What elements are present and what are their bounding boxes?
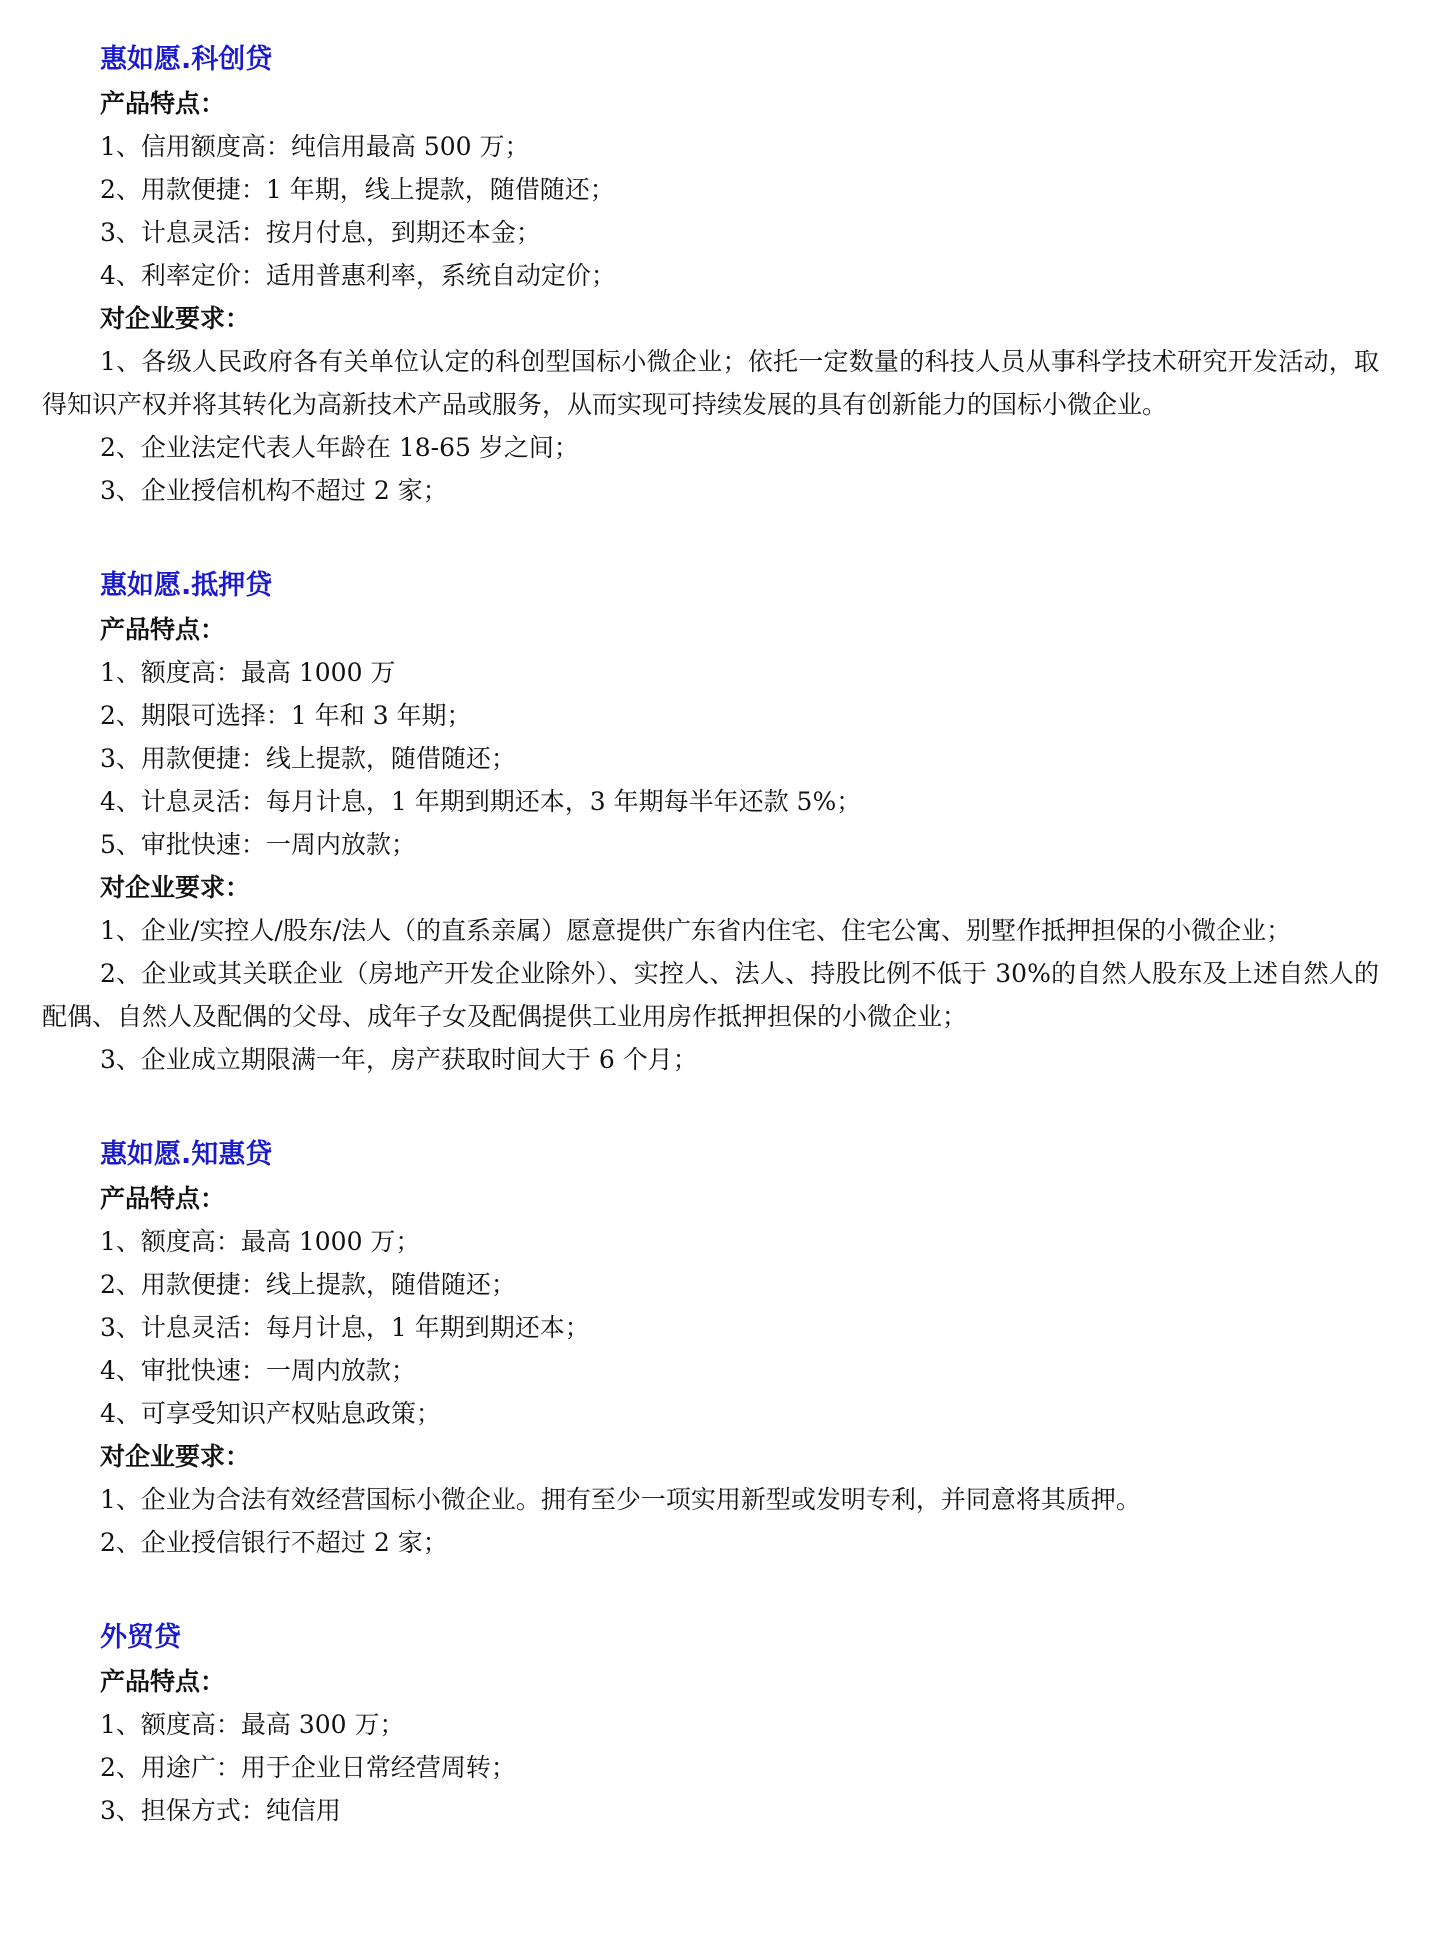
requirement-item: 1、企业/实控人/股东/法人（的直系亲属）愿意提供广东省内住宅、住宅公寓、别墅作抵押担保的小微企业； — [100, 916, 1292, 945]
requirement-item: 2、企业授信银行不超过 2 家； — [100, 1528, 448, 1557]
product-title: 惠如愿.科创贷 — [100, 44, 273, 75]
product-section — [42, 1133, 1379, 1564]
feature-item: 3、担保方式：纯信用 — [100, 1796, 341, 1825]
feature-item: 2、用途广：用于企业日常经营周转； — [100, 1753, 516, 1782]
feature-item: 2、期限可选择：1 年和 3 年期； — [100, 701, 472, 730]
feature-item: 3、计息灵活：按月付息，到期还本金； — [100, 218, 541, 247]
features-heading: 产品特点： — [100, 89, 226, 118]
requirement-item: 1、企业为合法有效经营国标小微企业。拥有至少一项实用新型或发明专利，并同意将其质押。 — [100, 1485, 1141, 1514]
product-section — [42, 1616, 1379, 1832]
feature-item: 2、用款便捷：1 年期，线上提款，随借随还； — [100, 175, 615, 204]
feature-item: 4、可享受知识产权贴息政策； — [100, 1399, 441, 1428]
product-section — [42, 564, 1379, 1081]
features-heading: 产品特点： — [100, 1184, 226, 1213]
feature-item: 1、信用额度高：纯信用最高 500 万； — [100, 132, 530, 161]
feature-item: 4、计息灵活：每月计息，1 年期到期还本，3 年期每半年还款 5%； — [100, 787, 862, 816]
feature-item: 1、额度高：最高 1000 万； — [100, 1227, 421, 1256]
requirements-heading: 对企业要求： — [100, 873, 251, 902]
requirement-item: 1、各级人民政府各有关单位认定的科创型国标小微企业；依托一定数量的科技人员从事科学技术研究开发活动，取得知识产权并将其转化为高新技术产品或服务，从而实现可持续发展的具有创新能力的国标小微企业。 — [42, 347, 1379, 419]
product-title: 惠如愿.知惠贷 — [100, 1139, 273, 1170]
product-title: 惠如愿.抵押贷 — [100, 570, 273, 601]
feature-item: 2、用款便捷：线上提款，随借随还； — [100, 1270, 516, 1299]
feature-item: 4、利率定价：适用普惠利率，系统自动定价； — [100, 261, 616, 290]
requirement-item: 3、企业成立期限满一年，房产获取时间大于 6 个月； — [100, 1045, 698, 1074]
requirement-item: 2、企业或其关联企业（房地产开发企业除外）、实控人、法人、持股比例不低于 30%的自然人股东及上述自然人的配偶、自然人及配偶的父母、成年子女及配偶提供工业用房作抵押担保的小微企业； — [42, 959, 1379, 1031]
requirements-heading: 对企业要求： — [100, 1442, 251, 1471]
feature-item: 1、额度高：最高 300 万； — [100, 1710, 405, 1739]
requirement-item: 3、企业授信机构不超过 2 家； — [100, 476, 448, 505]
product-title: 外贸贷 — [100, 1622, 181, 1653]
product-section — [42, 38, 1379, 512]
feature-item: 3、计息灵活：每月计息，1 年期到期还本； — [100, 1313, 590, 1342]
feature-item: 4、审批快速：一周内放款； — [100, 1356, 416, 1385]
requirement-item: 2、企业法定代表人年龄在 18-65 岁之间； — [100, 433, 579, 462]
feature-item: 1、额度高：最高 1000 万 — [100, 658, 396, 687]
feature-item: 5、审批快速：一周内放款； — [100, 830, 416, 859]
requirements-heading: 对企业要求： — [100, 304, 251, 333]
features-heading: 产品特点： — [100, 615, 226, 644]
feature-item: 3、用款便捷：线上提款，随借随还； — [100, 744, 516, 773]
features-heading: 产品特点： — [100, 1667, 226, 1696]
